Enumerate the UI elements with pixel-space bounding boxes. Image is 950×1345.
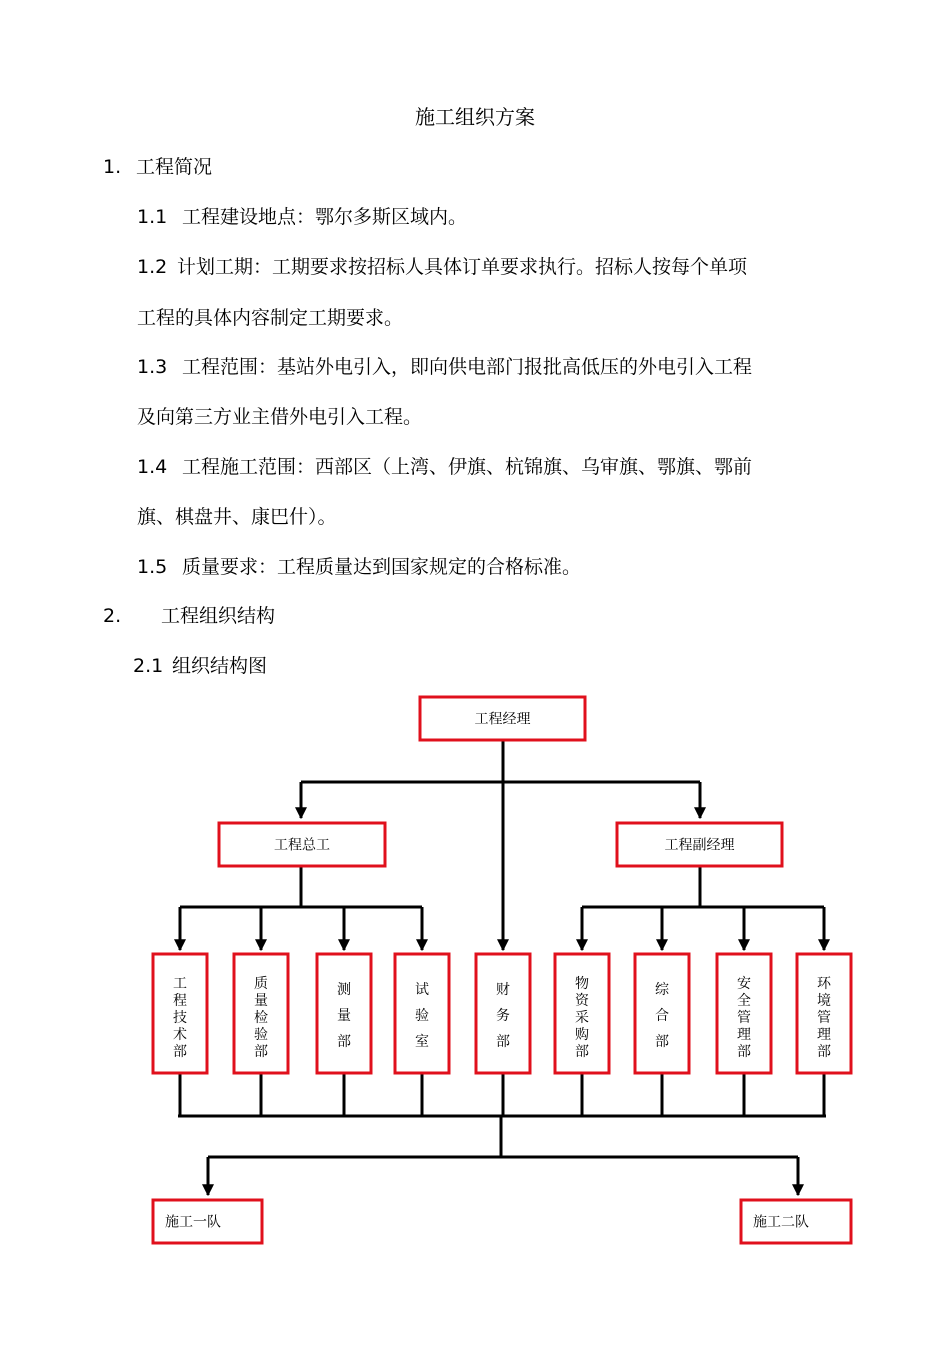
dept-box-3 (317, 954, 371, 1073)
team-1-box (153, 1200, 262, 1243)
item-number: 1.1 (137, 206, 168, 228)
section-label: 工程组织结构 (161, 605, 276, 627)
deputy-manager-box (617, 823, 782, 866)
chief-engineer-box (219, 823, 385, 866)
item-number: 1.5 (137, 556, 168, 578)
dept-box-6 (555, 954, 609, 1073)
dept-box-6-label: 物资采购部 (575, 976, 589, 1060)
item-1-2-line2: 工程的具体内容制定工期要求。 (137, 307, 404, 329)
item-number: 2.1 (133, 655, 164, 677)
section-number: 2. (103, 605, 122, 627)
item-text-line1: 工程施工范围：西部区（上湾、伊旗、杭锦旗、乌审旗、鄂旗、鄂前 (182, 456, 753, 478)
dept-box-4 (395, 954, 449, 1073)
team-2-box-label: 施工二队 (753, 1214, 809, 1231)
item-1-4-line2: 旗、棋盘井、康巴什）。 (137, 506, 337, 528)
deputy-manager-box-label: 工程副经理 (664, 837, 735, 854)
dept-box-2 (234, 954, 288, 1073)
item-text: 组织结构图 (172, 655, 268, 677)
item-number: 1.3 (137, 356, 168, 378)
manager-box (420, 697, 585, 740)
dept-box-7-label: 综合部 (655, 982, 669, 1050)
item-1-3-line2: 及向第三方业主借外电引入工程。 (137, 406, 423, 428)
dept-box-8 (717, 954, 771, 1073)
item-text-line1: 工程范围：基站外电引入，即向供电部门报批高低压的外电引入工程 (182, 356, 753, 378)
manager-box-label: 工程经理 (474, 711, 531, 728)
team-1-box-label: 施工一队 (165, 1214, 221, 1231)
dept-box-7 (635, 954, 689, 1073)
dept-box-1 (153, 954, 207, 1073)
item-text: 工程建设地点：鄂尔多斯区域内。 (182, 206, 468, 228)
item-number: 1.4 (137, 456, 168, 478)
item-number: 1.2 (137, 256, 168, 278)
dept-box-4-label: 试验室 (415, 982, 429, 1050)
dept-box-3-label: 测量部 (337, 982, 351, 1050)
dept-box-2-label: 质量检验部 (254, 976, 268, 1060)
section-number: 1. (103, 156, 122, 178)
dept-box-9 (797, 954, 851, 1073)
dept-box-5 (476, 954, 530, 1073)
dept-box-9-label: 环境管理部 (817, 976, 831, 1060)
chief-engineer-box-label: 工程总工 (274, 837, 330, 854)
dept-box-8-label: 安全管理部 (737, 976, 751, 1060)
item-text-line1: 计划工期：工期要求按招标人具体订单要求执行。招标人按每个单项 (177, 256, 748, 278)
dept-box-1-label: 工程技术部 (173, 976, 187, 1060)
team-2-box (741, 1200, 851, 1243)
page-title: 施工组织方案 (415, 105, 535, 129)
item-text: 质量要求：工程质量达到国家规定的合格标准。 (182, 556, 582, 578)
dept-box-5-label: 财务部 (496, 982, 510, 1050)
section-label: 工程简况 (136, 156, 213, 178)
